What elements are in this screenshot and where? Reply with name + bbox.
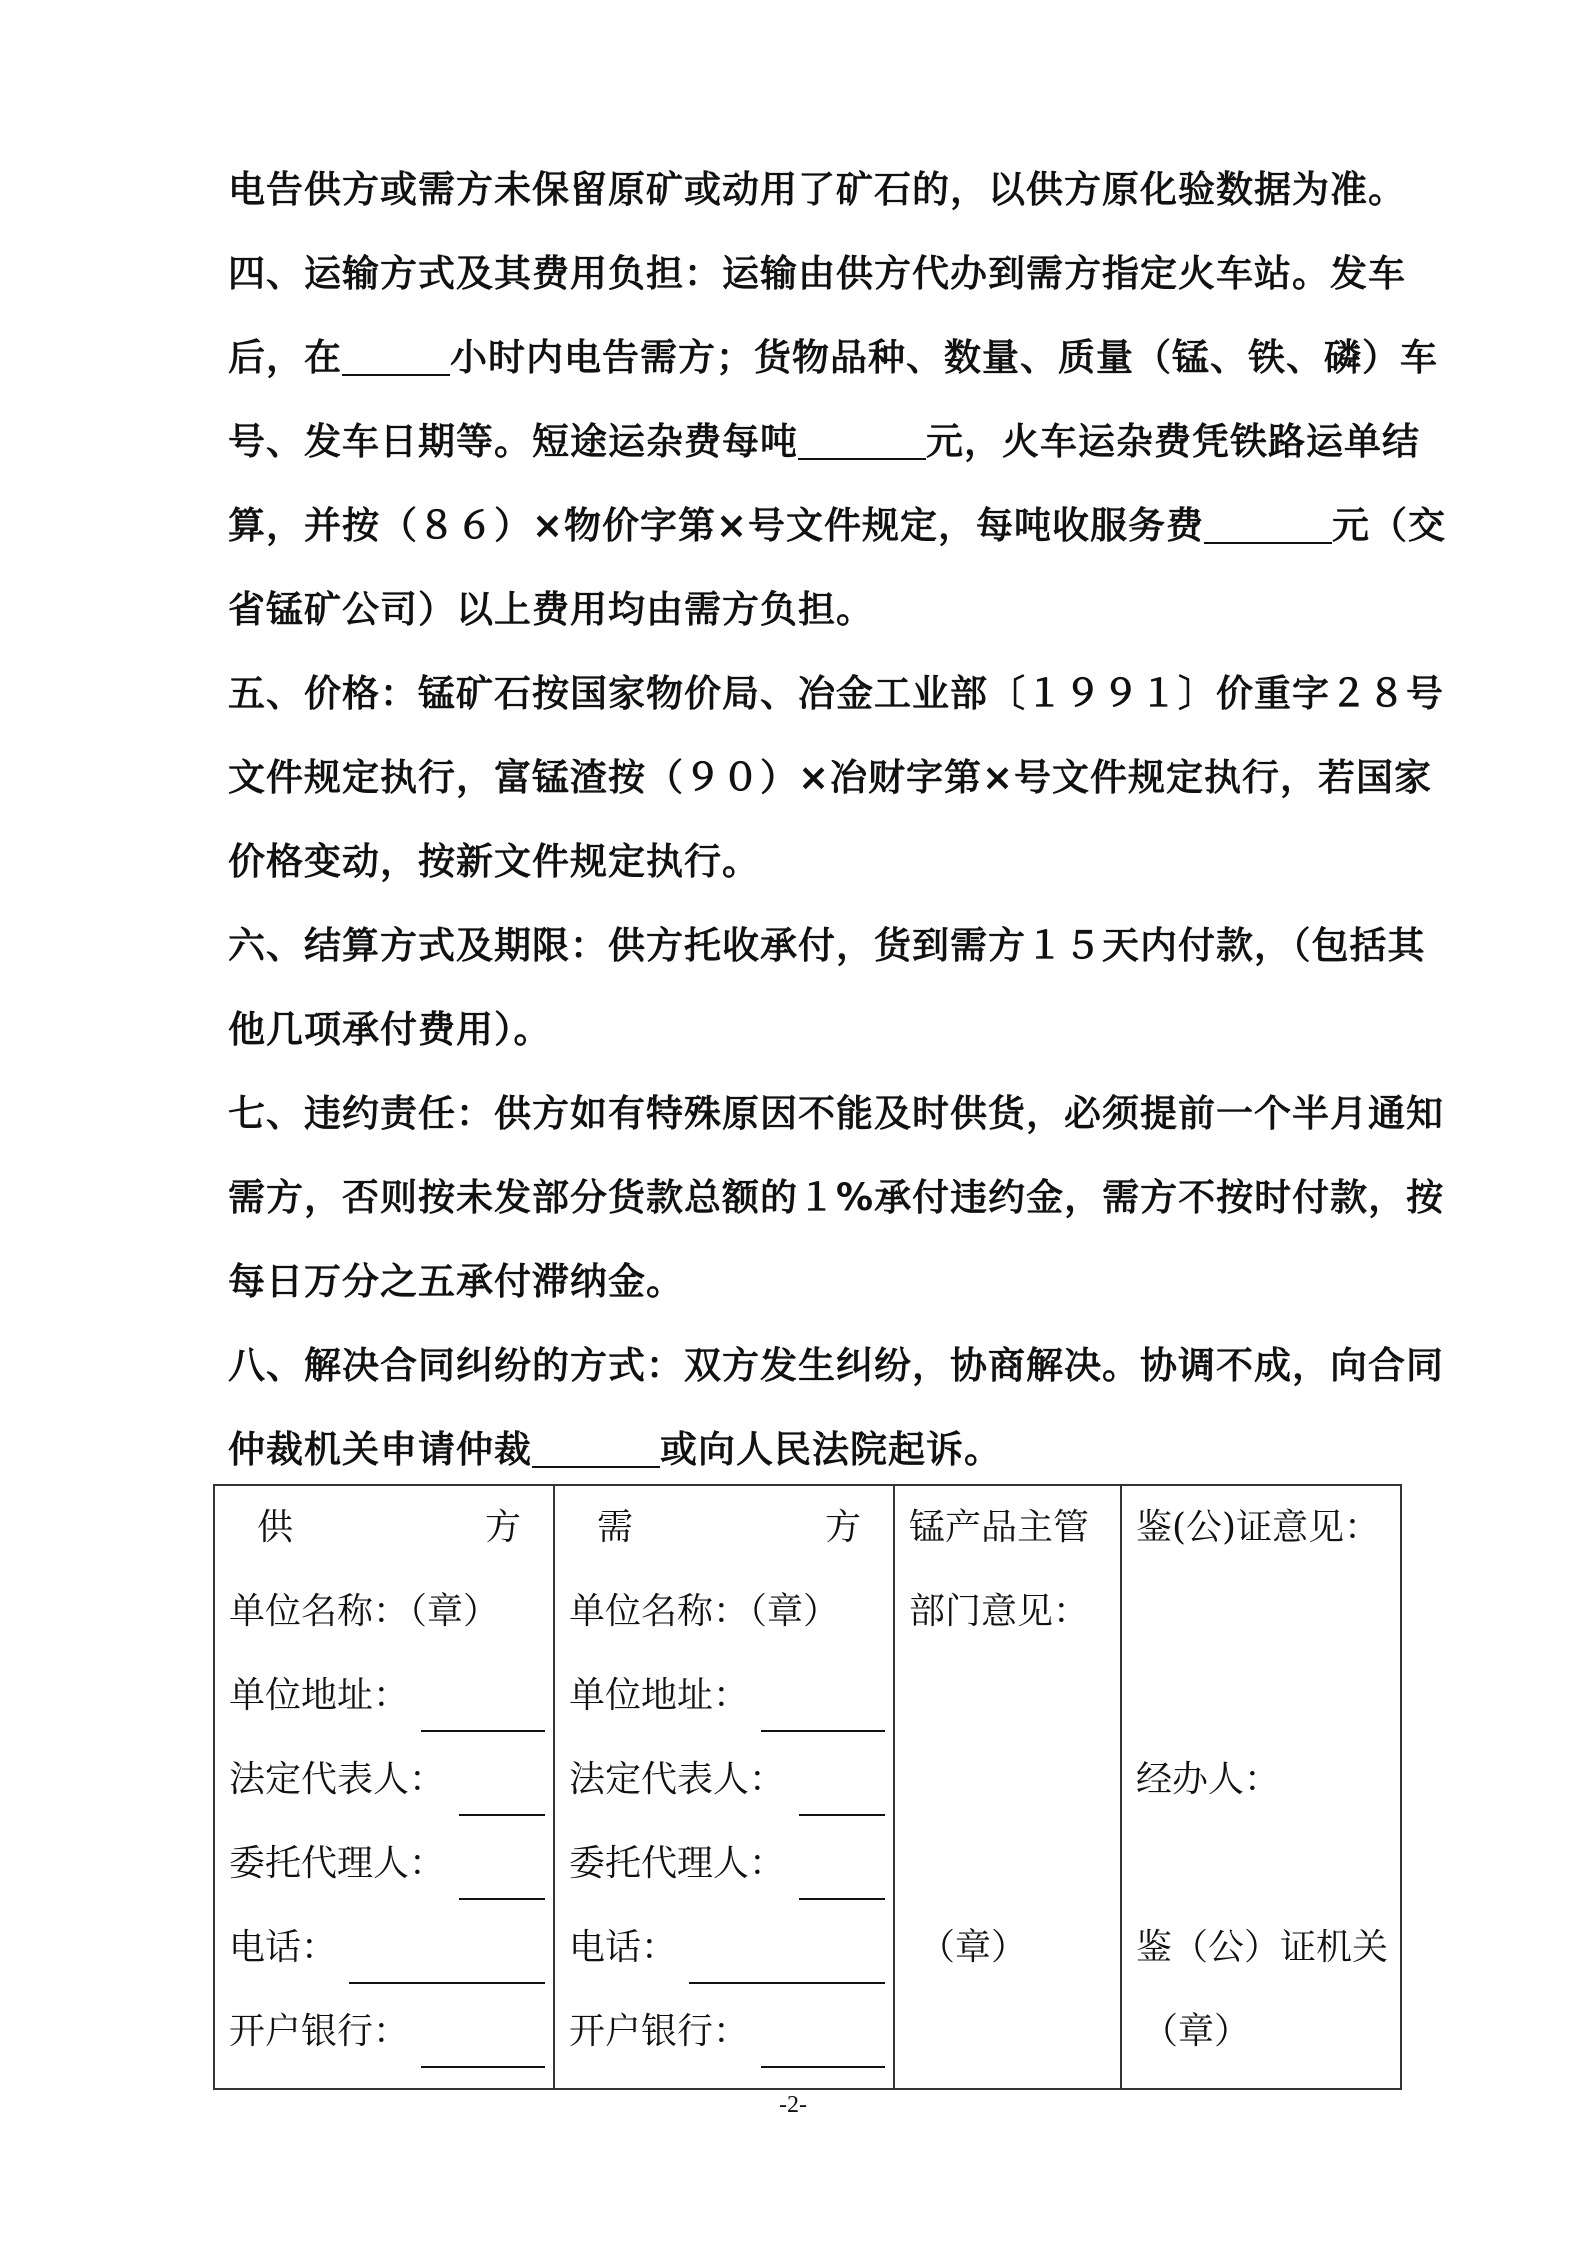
buyer-bank-row: 开户银行： bbox=[569, 2004, 885, 2088]
paragraph-price: 五、价格：锰矿石按国家物价局、冶金工业部〔１９９１〕价重字２８号文件规定执行，富锰渣按（９０）×冶财字第×号文件规定执行，若国家价格变动，按新文件规定执行。 bbox=[228, 672, 1444, 883]
buyer-phone-row: 电话： bbox=[569, 1920, 885, 2004]
arbitration-blank[interactable] bbox=[532, 1426, 660, 1468]
short-haul-fee-blank[interactable] bbox=[798, 418, 926, 460]
authority-title-line2: 部门意见： bbox=[909, 1591, 1090, 1632]
supplier-legal-rep-field[interactable] bbox=[459, 1814, 545, 1816]
authority-cell bbox=[894, 1485, 1121, 2089]
buyer-heading: 需 方 bbox=[597, 1507, 861, 1548]
notary-title: 鉴(公)证意见： bbox=[1136, 1507, 1381, 1548]
supplier-cell bbox=[214, 1485, 554, 2089]
authority-title-line1: 锰产品主管 bbox=[909, 1507, 1090, 1548]
buyer-address-row: 单位地址： bbox=[569, 1668, 885, 1752]
supplier-address-field[interactable] bbox=[421, 1730, 545, 1732]
buyer-agent-field[interactable] bbox=[799, 1898, 885, 1900]
buyer-address-field[interactable] bbox=[761, 1730, 885, 1732]
paragraph-settlement: 六、结算方式及期限：供方托收承付，货到需方１５天内付款，（包括其他几项承付费用）。 bbox=[228, 924, 1426, 1051]
notary-handler: 经办人： bbox=[1136, 1759, 1281, 1800]
notary-seal: （章） bbox=[1142, 2011, 1251, 2052]
paragraph-liability: 七、违约责任：供方如有特殊原因不能及时供货，必须提前一个半月通知需方，否则按未发部分货款总额的１%承付违约金，需方不按时付款，按每日万分之五承付滞纳金。 bbox=[228, 1092, 1445, 1303]
notary-cell bbox=[1121, 1485, 1401, 2089]
service-fee-blank[interactable] bbox=[1204, 502, 1332, 544]
authority-seal: （章） bbox=[919, 1927, 1028, 1968]
supplier-phone-field[interactable] bbox=[349, 1982, 545, 1984]
supplier-bank-field[interactable] bbox=[421, 2066, 545, 2068]
supplier-legal-rep-row: 法定代表人： bbox=[229, 1752, 545, 1836]
supplier-bank-row: 开户银行： bbox=[229, 2004, 545, 2088]
hours-blank[interactable] bbox=[342, 334, 450, 376]
supplier-name-row: 单位名称：（章） bbox=[229, 1591, 500, 1632]
buyer-legal-rep-field[interactable] bbox=[799, 1814, 885, 1816]
supplier-agent-row: 委托代理人： bbox=[229, 1836, 545, 1920]
buyer-bank-field[interactable] bbox=[761, 2066, 885, 2068]
supplier-address-row: 单位地址： bbox=[229, 1668, 545, 1752]
buyer-agent-row: 委托代理人： bbox=[569, 1836, 885, 1920]
notary-office: 鉴（公）证机关 bbox=[1136, 1927, 1389, 1968]
supplier-heading: 供 方 bbox=[257, 1507, 521, 1548]
signature-table bbox=[213, 1484, 1402, 2090]
buyer-cell bbox=[554, 1485, 894, 2089]
supplier-agent-field[interactable] bbox=[459, 1898, 545, 1900]
paragraph-verification: 电告供方或需方未保留原矿或动用了矿石的，以供方原化验数据为准。 bbox=[228, 168, 1406, 211]
paragraph-transport: 四、运输方式及其费用负担：运输由供方代办到需方指定火车站。发车后，在 小时内电告需方；货物品种、数量、质量（锰、铁、磷）车号、发车日期等。短途运杂费每吨 元，火车运杂费凭铁路运单结算，并按（８６）×物价字第×号文件规定，每吨收服务费 元（交省锰矿公司）以上费用均由需方负担。 bbox=[228, 252, 1447, 631]
page-number: -2- bbox=[779, 2092, 807, 2118]
buyer-phone-field[interactable] bbox=[689, 1982, 885, 1984]
supplier-phone-row: 电话： bbox=[229, 1920, 545, 2004]
paragraph-dispute: 八、解决合同纠纷的方式：双方发生纠纷，协商解决。协调不成，向合同仲裁机关申请仲裁 或向人民法院起诉。 bbox=[228, 1344, 1444, 1471]
buyer-name-row: 单位名称：（章） bbox=[569, 1591, 840, 1632]
buyer-legal-rep-row: 法定代表人： bbox=[569, 1752, 885, 1836]
